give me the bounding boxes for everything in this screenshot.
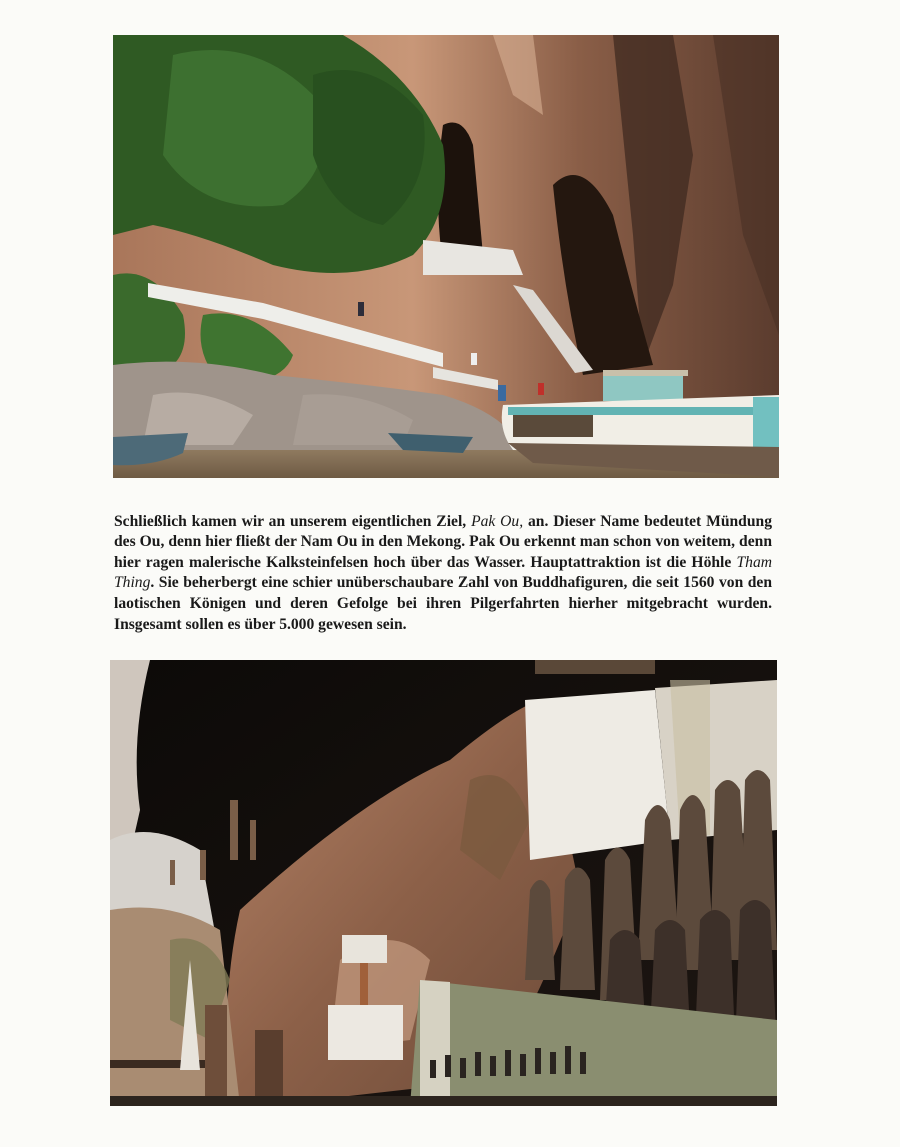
caption-text-2: an. Dieser Name bedeutet Mündung des Ou, denn hier fließt der Nam Ou in den Mekong. Pak Ou erkennt man schon von weitem, denn hier ragen malerische Kalksteinfelsen hoch über das Wasser. Hauptattraktion ist die Höhle (114, 512, 772, 571)
caption-place-pak-ou: Pak Ou, (471, 512, 524, 530)
photo-pak-ou-cliffs (113, 35, 779, 478)
photo-buddha-cave (110, 660, 777, 1106)
caption-text-3: . Sie beherbergt eine schier unüberschaubare Zahl von Buddhafiguren, die seit 1560 von den laotischen Königen und deren Gefolge bei ihren Pilgerfahrten hierher mitgebracht wurden. Insgesamt sollen es über 5.000 gewesen sein. (114, 574, 772, 633)
caption-text-1: Schließlich kamen wir an unserem eigentlichen Ziel, (114, 512, 472, 530)
caption-paragraph (114, 512, 772, 636)
caption-cave-name: Tham Thing (114, 553, 772, 592)
